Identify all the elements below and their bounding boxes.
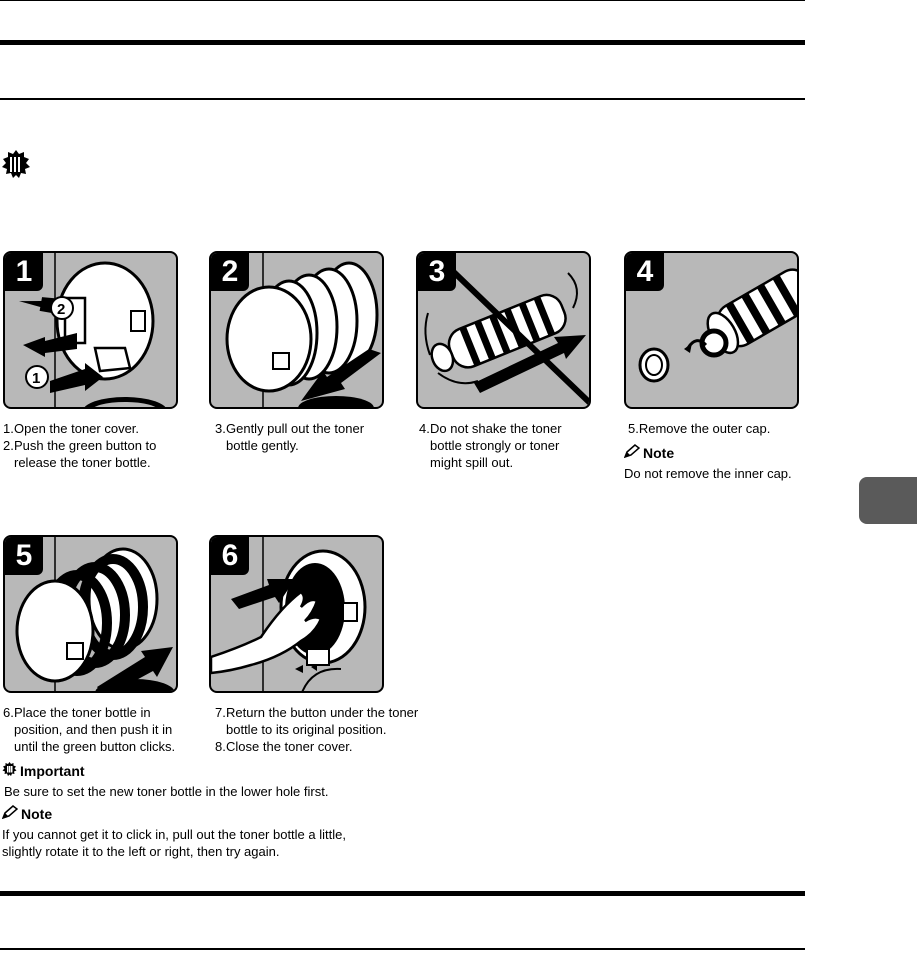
- step-4-note-text: Do not remove the inner cap.: [624, 466, 792, 481]
- svg-text:2: 2: [57, 301, 66, 318]
- note-heading: Note: [2, 805, 52, 822]
- step-badge-3: 3: [418, 253, 456, 291]
- note-pencil-icon: [624, 444, 640, 461]
- step-1-caption: 1. Open the toner cover. 2. Push the green button to release the toner bottle.: [3, 421, 157, 470]
- step-3-caption: 4. Do not shake the toner bottle strongly or toner might spill out.: [419, 421, 562, 470]
- important-icon: [2, 762, 17, 780]
- section-rule-thick-bottom: [0, 891, 805, 896]
- step-4-note-heading: Note: [624, 444, 674, 461]
- step-2-illustration: [209, 251, 384, 409]
- important-heading: Important: [2, 762, 85, 780]
- section-rule: [0, 98, 805, 100]
- step-1-illustration: [3, 251, 178, 409]
- step-badge-5: 5: [5, 537, 43, 575]
- step-badge-4: 4: [626, 253, 664, 291]
- step-6-caption: 7. Return the button under the toner bottle to its original position. 8. Close the toner cover.: [215, 705, 419, 754]
- note-pencil-icon: [2, 805, 18, 822]
- step-4-caption: 5.Remove the outer cap.: [628, 421, 771, 436]
- svg-text:1: 1: [32, 370, 41, 387]
- step-5-illustration: [3, 535, 178, 693]
- top-rule: [0, 0, 805, 1]
- step-badge-6: 6: [211, 537, 249, 575]
- step-5-caption: 6. Place the toner bottle in position, and then push it in until the green button clicks.: [3, 705, 176, 754]
- important-text: Be sure to set the new toner bottle in the lower hole first.: [4, 784, 329, 799]
- note-text-line-2: slightly rotate it to the left or right, then try again.: [2, 844, 280, 859]
- note-text-line-1: If you cannot get it to click in, pull out the toner bottle a little,: [2, 827, 346, 842]
- section-rule-bottom: [0, 948, 805, 950]
- section-rule-thick: [0, 40, 805, 45]
- step-3-illustration: [416, 251, 591, 409]
- step-2-caption: 3. Gently pull out the toner bottle gently.: [215, 421, 365, 453]
- chapter-tab: [859, 477, 917, 524]
- step-badge-1: 1: [5, 253, 43, 291]
- step-6-illustration: [209, 535, 384, 693]
- step-badge-2: 2: [211, 253, 249, 291]
- step-4-illustration: [624, 251, 799, 409]
- important-icon: [2, 150, 30, 185]
